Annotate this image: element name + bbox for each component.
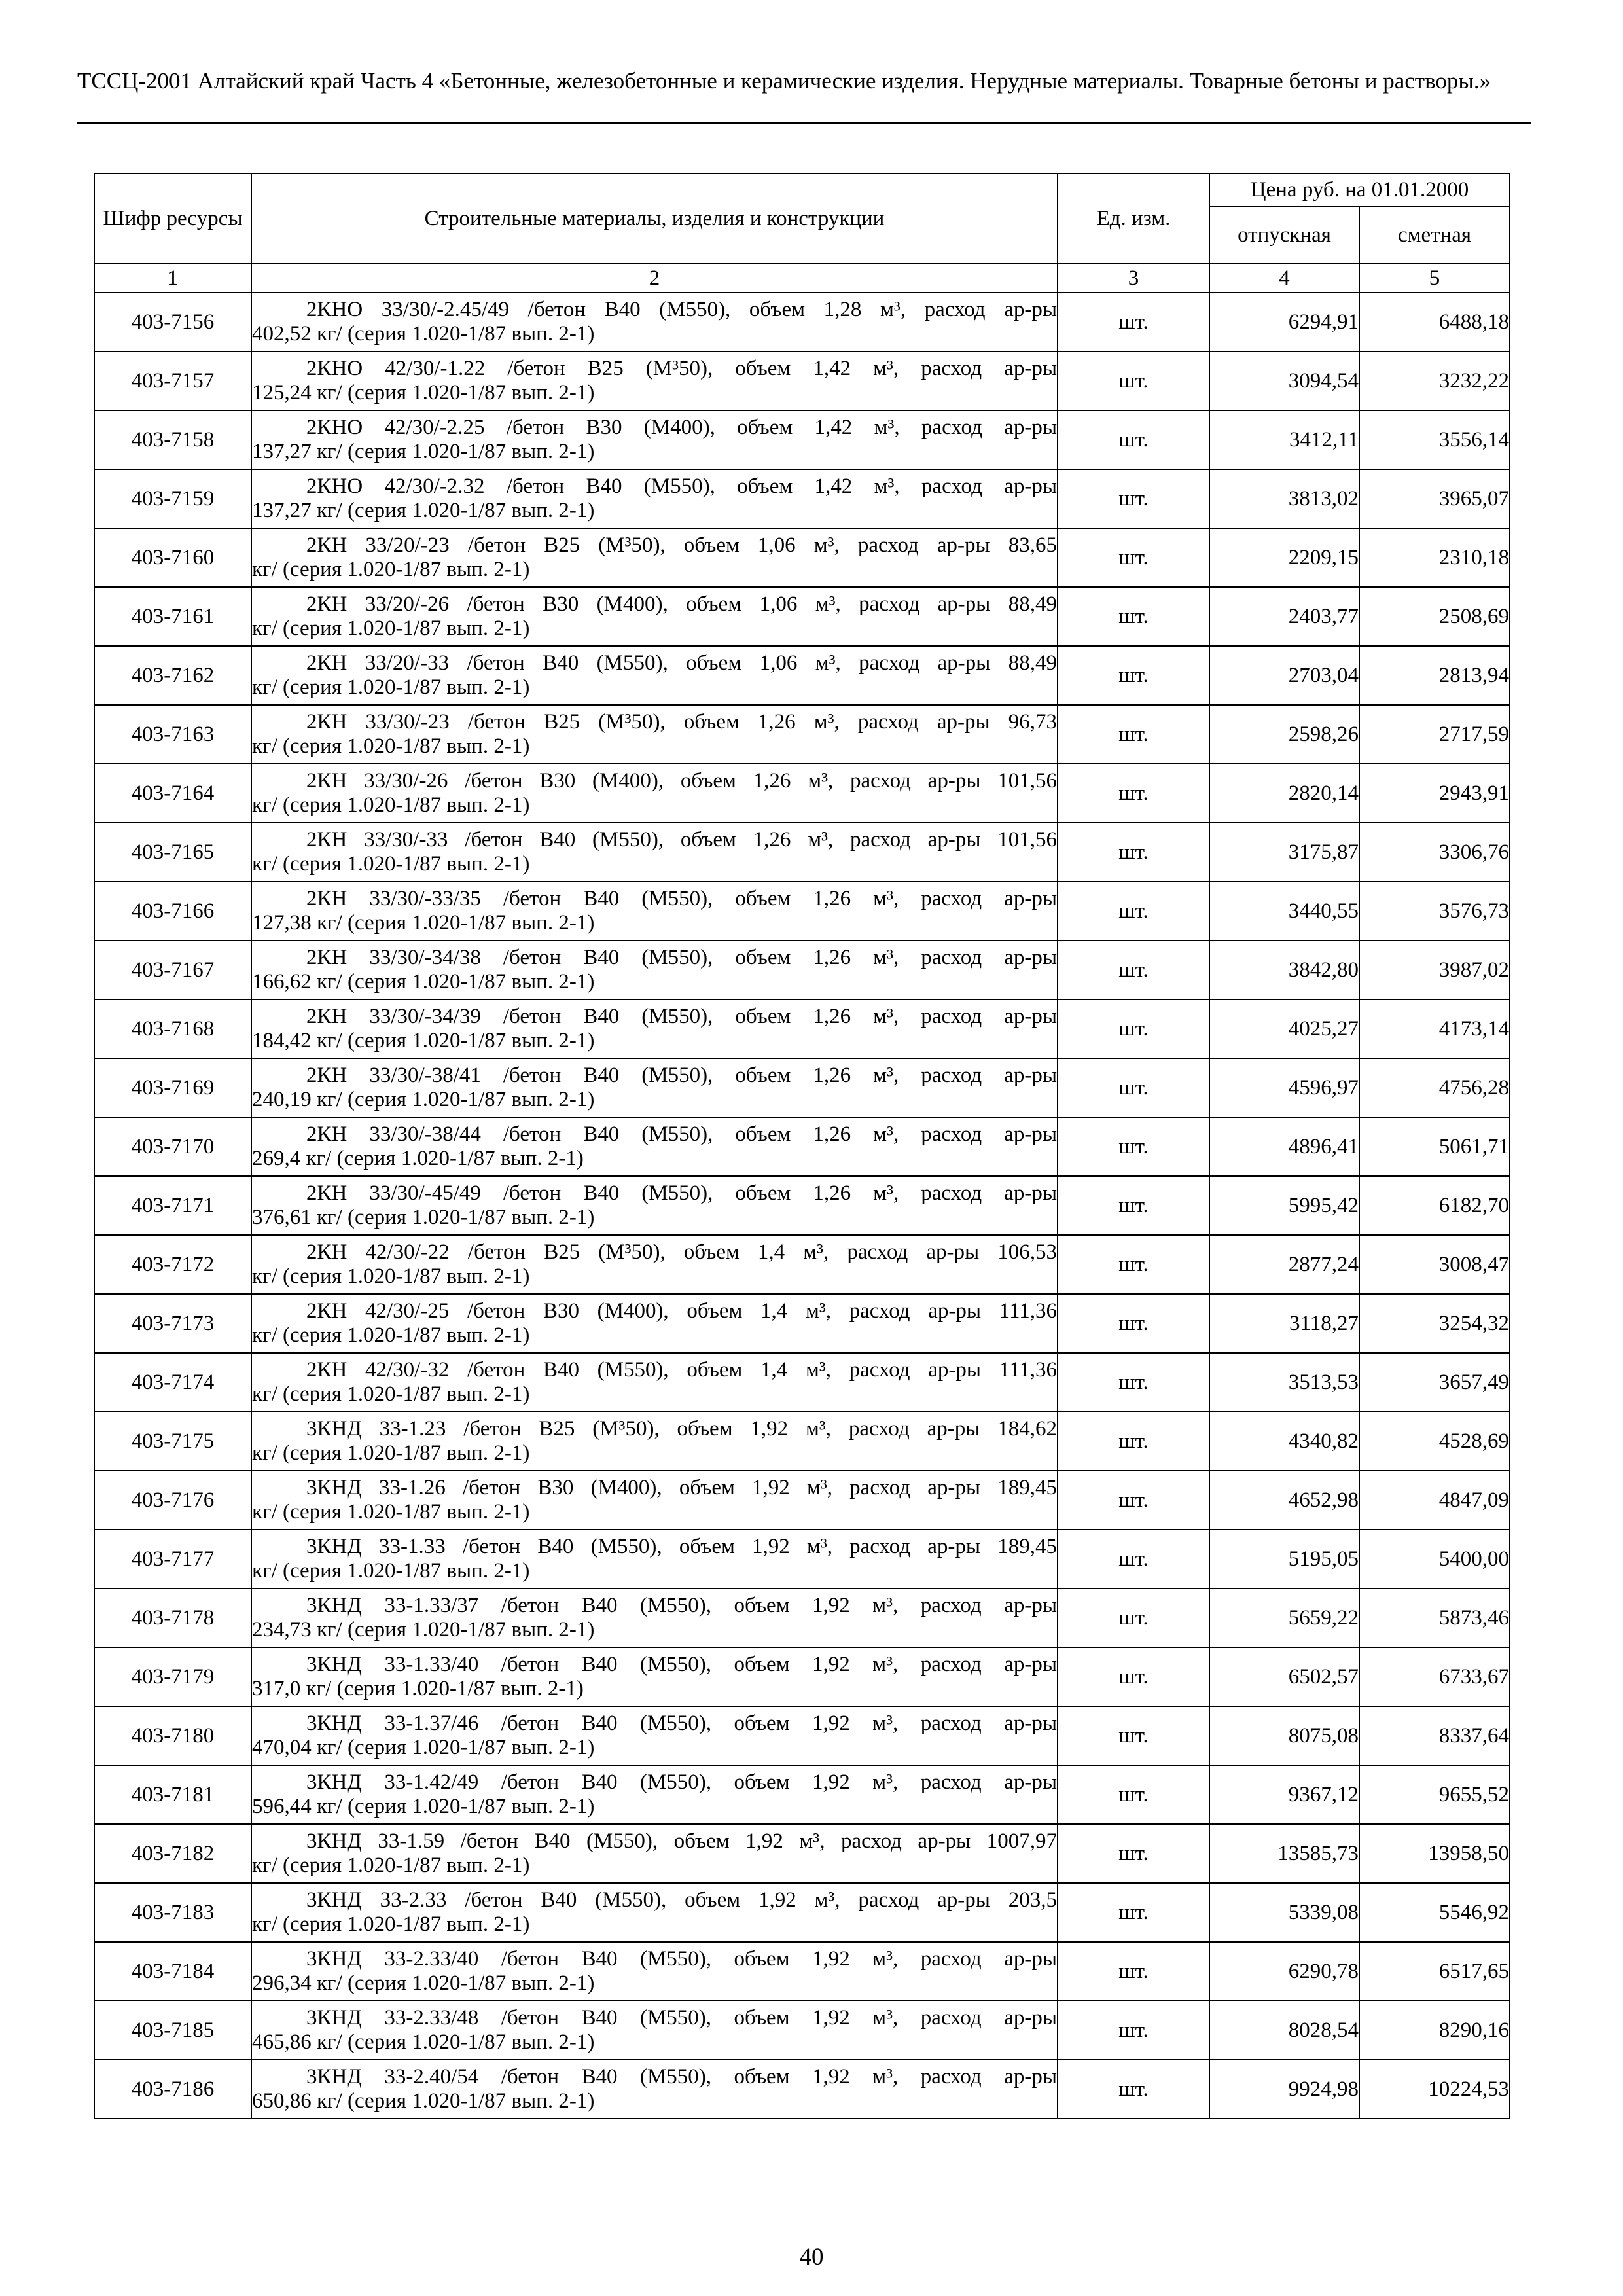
release-price: 2598,26 [1209,705,1359,764]
resource-code: 403-7161 [94,587,251,646]
page-number: 40 [799,2244,824,2270]
resource-code: 403-7180 [94,1706,251,1765]
description-line-1: 3КНД 33-1.23 /бетон В25 (М³50), объем 1,92 м³, расход ар-ры 184,62 [306,1417,1057,1441]
description-line-2: 234,73 кг/ (серия 1.020-1/87 вып. 2-1) [252,1618,595,1641]
description-line-1: 3КНД 33-1.42/49 /бетон В40 (М550), объем 1,92 м³, расход ар-ры [306,1770,1057,1794]
resource-code: 403-7162 [94,646,251,705]
description-line-2: кг/ (серия 1.020-1/87 вып. 2-1) [252,793,530,817]
unit: шт. [1058,1530,1209,1588]
estimate-price: 3987,02 [1359,941,1510,999]
description-line-2: 402,52 кг/ (серия 1.020-1/87 вып. 2-1) [252,322,595,346]
unit: шт. [1058,410,1209,469]
column-header-unit: Ед. изм. [1058,173,1209,264]
table-row [94,1294,1510,1353]
release-price: 2820,14 [1209,764,1359,823]
release-price: 4652,98 [1209,1471,1359,1530]
unit: шт. [1058,1883,1209,1942]
description-line-2: кг/ (серия 1.020-1/87 вып. 2-1) [252,1854,530,1877]
description-line-1: 2КН 42/30/-32 /бетон В40 (М550), объем 1,4 м³, расход ар-ры 111,36 [306,1358,1057,1382]
estimate-price: 3254,32 [1359,1294,1510,1353]
estimate-price: 4173,14 [1359,999,1510,1058]
resource-code: 403-7171 [94,1176,251,1235]
table-row [94,587,1510,646]
estimate-price: 13958,50 [1359,1824,1510,1883]
resource-code: 403-7181 [94,1765,251,1824]
description-line-1: 2КН 33/30/-34/38 /бетон В40 (М550), объем 1,26 м³, расход ар-ры [306,946,1057,969]
unit: шт. [1058,293,1209,351]
table-row [94,528,1510,587]
release-price: 3440,55 [1209,882,1359,941]
release-price: 4896,41 [1209,1117,1359,1176]
release-price: 9924,98 [1209,2060,1359,2119]
table-row [94,351,1510,410]
resource-code: 403-7178 [94,1588,251,1647]
table-row [94,1824,1510,1883]
material-description [251,2060,1058,2119]
release-price: 6290,78 [1209,1942,1359,2001]
release-price: 2209,15 [1209,528,1359,587]
unit: шт. [1058,351,1209,410]
estimate-price: 3965,07 [1359,469,1510,528]
description-line-1: 3КНД 33-1.59 /бетон В40 (М550), объем 1,92 м³, расход ар-ры 1007,97 [306,1829,1057,1853]
unit: шт. [1058,1588,1209,1647]
description-line-1: 3КНД 33-1.33 /бетон В40 (М550), объем 1,92 м³, расход ар-ры 189,45 [306,1535,1057,1558]
description-line-2: 240,19 кг/ (серия 1.020-1/87 вып. 2-1) [252,1088,595,1111]
estimate-price: 4847,09 [1359,1471,1510,1530]
material-description [251,1942,1058,2001]
table-row [94,941,1510,999]
description-line-2: кг/ (серия 1.020-1/87 вып. 2-1) [252,1912,530,1936]
resource-code: 403-7183 [94,1883,251,1942]
material-description [251,882,1058,941]
unit: шт. [1058,587,1209,646]
release-price: 3412,11 [1209,410,1359,469]
description-line-2: кг/ (серия 1.020-1/87 вып. 2-1) [252,675,530,699]
estimate-price: 6488,18 [1359,293,1510,351]
estimate-price: 6733,67 [1359,1647,1510,1706]
unit: шт. [1058,1058,1209,1117]
estimate-price: 2813,94 [1359,646,1510,705]
description-line-2: кг/ (серия 1.020-1/87 вып. 2-1) [252,1559,530,1583]
description-line-1: 3КНД 33-2.40/54 /бетон В40 (М550), объем 1,92 м³, расход ар-ры [306,2065,1057,2089]
description-line-1: 2КН 33/30/-33 /бетон В40 (М550), объем 1,26 м³, расход ар-ры 101,56 [306,828,1057,852]
estimate-price: 2717,59 [1359,705,1510,764]
estimate-price: 4528,69 [1359,1412,1510,1471]
table-row [94,293,1510,351]
release-price: 2703,04 [1209,646,1359,705]
description-line-1: 2КН 33/20/-33 /бетон В40 (М550), объем 1,06 м³, расход ар-ры 88,49 [306,651,1057,675]
column-number: 5 [1359,264,1510,293]
description-line-1: 2КН 33/20/-23 /бетон В25 (М³50), объем 1,06 м³, расход ар-ры 83,65 [306,533,1057,557]
resource-code: 403-7173 [94,1294,251,1353]
unit: шт. [1058,1706,1209,1765]
material-description [251,1353,1058,1412]
description-line-2: кг/ (серия 1.020-1/87 вып. 2-1) [252,852,530,876]
resource-code: 403-7185 [94,2001,251,2060]
description-line-2: 166,62 кг/ (серия 1.020-1/87 вып. 2-1) [252,970,595,994]
release-price: 6502,57 [1209,1647,1359,1706]
release-price: 3118,27 [1209,1294,1359,1353]
material-description [251,1765,1058,1824]
description-line-1: 3КНД 33-1.33/40 /бетон В40 (М550), объем 1,92 м³, расход ар-ры [306,1653,1057,1676]
description-line-2: 465,86 кг/ (серия 1.020-1/87 вып. 2-1) [252,2030,595,2054]
description-line-1: 3КНД 33-1.37/46 /бетон В40 (М550), объем 1,92 м³, расход ар-ры [306,1712,1057,1735]
description-line-2: 184,42 кг/ (серия 1.020-1/87 вып. 2-1) [252,1029,595,1052]
release-price: 3513,53 [1209,1353,1359,1412]
material-description [251,1471,1058,1530]
resource-code: 403-7163 [94,705,251,764]
description-line-2: 137,27 кг/ (серия 1.020-1/87 вып. 2-1) [252,499,595,522]
release-price: 9367,12 [1209,1765,1359,1824]
material-description [251,1647,1058,1706]
column-header-code: Шифр ресурсы [94,173,251,264]
resource-code: 403-7184 [94,1942,251,2001]
estimate-price: 2943,91 [1359,764,1510,823]
table-row [94,1588,1510,1647]
description-line-2: 317,0 кг/ (серия 1.020-1/87 вып. 2-1) [252,1677,584,1700]
estimate-price: 3232,22 [1359,351,1510,410]
resource-code: 403-7156 [94,293,251,351]
table-row [94,823,1510,882]
unit: шт. [1058,1235,1209,1294]
description-line-1: 2КН 33/30/-34/39 /бетон В40 (М550), объем 1,26 м³, расход ар-ры [306,1005,1057,1028]
resource-code: 403-7158 [94,410,251,469]
unit: шт. [1058,764,1209,823]
release-price: 3813,02 [1209,469,1359,528]
description-line-2: 650,86 кг/ (серия 1.020-1/87 вып. 2-1) [252,2089,595,2113]
material-description [251,469,1058,528]
description-line-1: 3КНД 33-1.26 /бетон В30 (М400), объем 1,92 м³, расход ар-ры 189,45 [306,1476,1057,1499]
resource-code: 403-7172 [94,1235,251,1294]
release-price: 2403,77 [1209,587,1359,646]
resource-code: 403-7159 [94,469,251,528]
column-header-price: Цена руб. на 01.01.2000 [1209,173,1510,206]
release-price: 5995,42 [1209,1176,1359,1235]
description-line-2: 127,38 кг/ (серия 1.020-1/87 вып. 2-1) [252,911,595,935]
release-price: 8028,54 [1209,2001,1359,2060]
table-row [94,1353,1510,1412]
estimate-price: 6182,70 [1359,1176,1510,1235]
resource-code: 403-7167 [94,941,251,999]
release-price: 3094,54 [1209,351,1359,410]
column-number: 2 [251,264,1058,293]
unit: шт. [1058,2060,1209,2119]
resource-code: 403-7164 [94,764,251,823]
unit: шт. [1058,646,1209,705]
material-description [251,351,1058,410]
material-description [251,1058,1058,1117]
release-price: 4025,27 [1209,999,1359,1058]
description-line-2: 376,61 кг/ (серия 1.020-1/87 вып. 2-1) [252,1206,595,1229]
material-description [251,410,1058,469]
material-description [251,646,1058,705]
material-description [251,1883,1058,1942]
description-line-1: 2КНО 42/30/-2.32 /бетон В40 (М550), объем 1,42 м³, расход ар-ры [306,475,1057,498]
resource-code: 403-7166 [94,882,251,941]
description-line-1: 2КН 33/30/-26 /бетон В30 (М400), объем 1,26 м³, расход ар-ры 101,56 [306,769,1057,793]
release-price: 8075,08 [1209,1706,1359,1765]
table-row [94,1647,1510,1706]
resource-code: 403-7160 [94,528,251,587]
page-header: ТССЦ-2001 Алтайский край Часть 4 «Бетонные, железобетонные и керамические изделия. Нерудные материалы. Товарные бетоны и растворы.» [77,68,1491,94]
table-row [94,1058,1510,1117]
unit: шт. [1058,1294,1209,1353]
material-description [251,999,1058,1058]
table-row [94,2060,1510,2119]
material-description [251,1824,1058,1883]
unit: шт. [1058,1824,1209,1883]
table-row [94,764,1510,823]
table-row [94,1176,1510,1235]
estimate-price: 3556,14 [1359,410,1510,469]
material-description [251,1176,1058,1235]
column-number: 3 [1058,264,1209,293]
estimate-price: 5061,71 [1359,1117,1510,1176]
description-line-2: 296,34 кг/ (серия 1.020-1/87 вып. 2-1) [252,1971,595,1995]
release-price: 4596,97 [1209,1058,1359,1117]
table-row [94,1471,1510,1530]
description-line-1: 2КНО 42/30/-1.22 /бетон В25 (М³50), объем 1,42 м³, расход ар-ры [306,357,1057,380]
description-line-1: 3КНД 33-2.33 /бетон В40 (М550), объем 1,92 м³, расход ар-ры 203,5 [306,1888,1057,1912]
description-line-1: 3КНД 33-1.33/37 /бетон В40 (М550), объем 1,92 м³, расход ар-ры [306,1594,1057,1617]
description-line-1: 2КН 33/30/-38/44 /бетон В40 (М550), объем 1,26 м³, расход ар-ры [306,1122,1057,1146]
unit: шт. [1058,823,1209,882]
resource-code: 403-7175 [94,1412,251,1471]
estimate-price: 10224,53 [1359,2060,1510,2119]
description-line-2: 137,27 кг/ (серия 1.020-1/87 вып. 2-1) [252,440,595,463]
description-line-1: 2КН 33/20/-26 /бетон В30 (М400), объем 1,06 м³, расход ар-ры 88,49 [306,592,1057,616]
estimate-price: 5546,92 [1359,1883,1510,1942]
description-line-1: 2КН 33/30/-23 /бетон В25 (М³50), объем 1,26 м³, расход ар-ры 96,73 [306,710,1057,734]
unit: шт. [1058,1176,1209,1235]
description-line-1: 3КНД 33-2.33/40 /бетон В40 (М550), объем 1,92 м³, расход ар-ры [306,1947,1057,1971]
material-description [251,941,1058,999]
description-line-2: кг/ (серия 1.020-1/87 вып. 2-1) [252,617,530,640]
description-line-2: кг/ (серия 1.020-1/87 вып. 2-1) [252,734,530,758]
resource-code: 403-7165 [94,823,251,882]
release-price: 5195,05 [1209,1530,1359,1588]
material-description [251,293,1058,351]
estimate-price: 8290,16 [1359,2001,1510,2060]
material-description [251,764,1058,823]
table-row [94,1765,1510,1824]
release-price: 5339,08 [1209,1883,1359,1942]
description-line-1: 2КН 33/30/-33/35 /бетон В40 (М550), объем 1,26 м³, расход ар-ры [306,887,1057,910]
unit: шт. [1058,1647,1209,1706]
material-description [251,587,1058,646]
estimate-price: 3576,73 [1359,882,1510,941]
resource-code: 403-7179 [94,1647,251,1706]
resource-code: 403-7157 [94,351,251,410]
unit: шт. [1058,1353,1209,1412]
unit: шт. [1058,1412,1209,1471]
estimate-price: 6517,65 [1359,1942,1510,2001]
table-row [94,1883,1510,1942]
unit: шт. [1058,705,1209,764]
description-line-2: кг/ (серия 1.020-1/87 вып. 2-1) [252,1441,530,1465]
description-line-1: 2КН 42/30/-25 /бетон В30 (М400), объем 1,4 м³, расход ар-ры 111,36 [306,1299,1057,1323]
description-line-1: 3КНД 33-2.33/48 /бетон В40 (М550), объем 1,92 м³, расход ар-ры [306,2006,1057,2030]
estimate-price: 2310,18 [1359,528,1510,587]
estimate-price: 3008,47 [1359,1235,1510,1294]
table-row [94,2001,1510,2060]
table-row [94,1706,1510,1765]
description-line-2: 470,04 кг/ (серия 1.020-1/87 вып. 2-1) [252,1736,595,1759]
table-row [94,705,1510,764]
material-description [251,1412,1058,1471]
estimate-price: 4756,28 [1359,1058,1510,1117]
resource-code: 403-7182 [94,1824,251,1883]
description-line-2: 596,44 кг/ (серия 1.020-1/87 вып. 2-1) [252,1795,595,1818]
description-line-2: кг/ (серия 1.020-1/87 вып. 2-1) [252,1382,530,1406]
price-table [94,173,1510,2119]
resource-code: 403-7186 [94,2060,251,2119]
table-row [94,410,1510,469]
release-price: 4340,82 [1209,1412,1359,1471]
resource-code: 403-7170 [94,1117,251,1176]
description-line-2: кг/ (серия 1.020-1/87 вып. 2-1) [252,1500,530,1524]
resource-code: 403-7169 [94,1058,251,1117]
unit: шт. [1058,2001,1209,2060]
material-description [251,1294,1058,1353]
estimate-price: 9655,52 [1359,1765,1510,1824]
table-row [94,1412,1510,1471]
material-description [251,1588,1058,1647]
description-line-1: 2КН 42/30/-22 /бетон В25 (М³50), объем 1,4 м³, расход ар-ры 106,53 [306,1240,1057,1264]
table-row [94,882,1510,941]
header-rule [77,122,1531,124]
table-row [94,469,1510,528]
release-price: 13585,73 [1209,1824,1359,1883]
description-line-1: 2КНО 42/30/-2.25 /бетон В30 (М400), объем 1,42 м³, расход ар-ры [306,416,1057,439]
table-row [94,1942,1510,2001]
table-row [94,1117,1510,1176]
estimate-price: 8337,64 [1359,1706,1510,1765]
table-row [94,646,1510,705]
column-header-name: Строительные материалы, изделия и конструкции [251,173,1058,264]
unit: шт. [1058,528,1209,587]
material-description [251,1117,1058,1176]
description-line-2: 269,4 кг/ (серия 1.020-1/87 вып. 2-1) [252,1147,584,1170]
estimate-price: 3657,49 [1359,1353,1510,1412]
table-row [94,999,1510,1058]
material-description [251,1235,1058,1294]
unit: шт. [1058,1471,1209,1530]
resource-code: 403-7168 [94,999,251,1058]
resource-code: 403-7177 [94,1530,251,1588]
unit: шт. [1058,1117,1209,1176]
column-header-estimate: сметная [1359,206,1510,264]
description-line-2: 125,24 кг/ (серия 1.020-1/87 вып. 2-1) [252,381,595,404]
unit: шт. [1058,1942,1209,2001]
unit: шт. [1058,882,1209,941]
description-line-1: 2КН 33/30/-38/41 /бетон В40 (М550), объем 1,26 м³, расход ар-ры [306,1064,1057,1087]
release-price: 6294,91 [1209,293,1359,351]
material-description [251,1706,1058,1765]
table-row [94,1530,1510,1588]
release-price: 2877,24 [1209,1235,1359,1294]
material-description [251,705,1058,764]
estimate-price: 2508,69 [1359,587,1510,646]
material-description [251,1530,1058,1588]
description-line-2: кг/ (серия 1.020-1/87 вып. 2-1) [252,1323,530,1347]
resource-code: 403-7174 [94,1353,251,1412]
estimate-price: 3306,76 [1359,823,1510,882]
unit: шт. [1058,469,1209,528]
description-line-2: кг/ (серия 1.020-1/87 вып. 2-1) [252,558,530,581]
release-price: 3842,80 [1209,941,1359,999]
description-line-2: кг/ (серия 1.020-1/87 вып. 2-1) [252,1265,530,1288]
column-header-release: отпускная [1209,206,1359,264]
material-description [251,823,1058,882]
resource-code: 403-7176 [94,1471,251,1530]
unit: шт. [1058,1765,1209,1824]
estimate-price: 5400,00 [1359,1530,1510,1588]
price-rows [94,293,1510,2119]
column-number: 4 [1209,264,1359,293]
release-price: 3175,87 [1209,823,1359,882]
column-number: 1 [94,264,251,293]
material-description [251,2001,1058,2060]
unit: шт. [1058,941,1209,999]
release-price: 5659,22 [1209,1588,1359,1647]
description-line-1: 2КНО 33/30/-2.45/49 /бетон В40 (М550), объем 1,28 м³, расход ар-ры [306,298,1057,321]
unit: шт. [1058,999,1209,1058]
description-line-1: 2КН 33/30/-45/49 /бетон В40 (М550), объем 1,26 м³, расход ар-ры [306,1181,1057,1205]
table-row [94,1235,1510,1294]
estimate-price: 5873,46 [1359,1588,1510,1647]
material-description [251,528,1058,587]
